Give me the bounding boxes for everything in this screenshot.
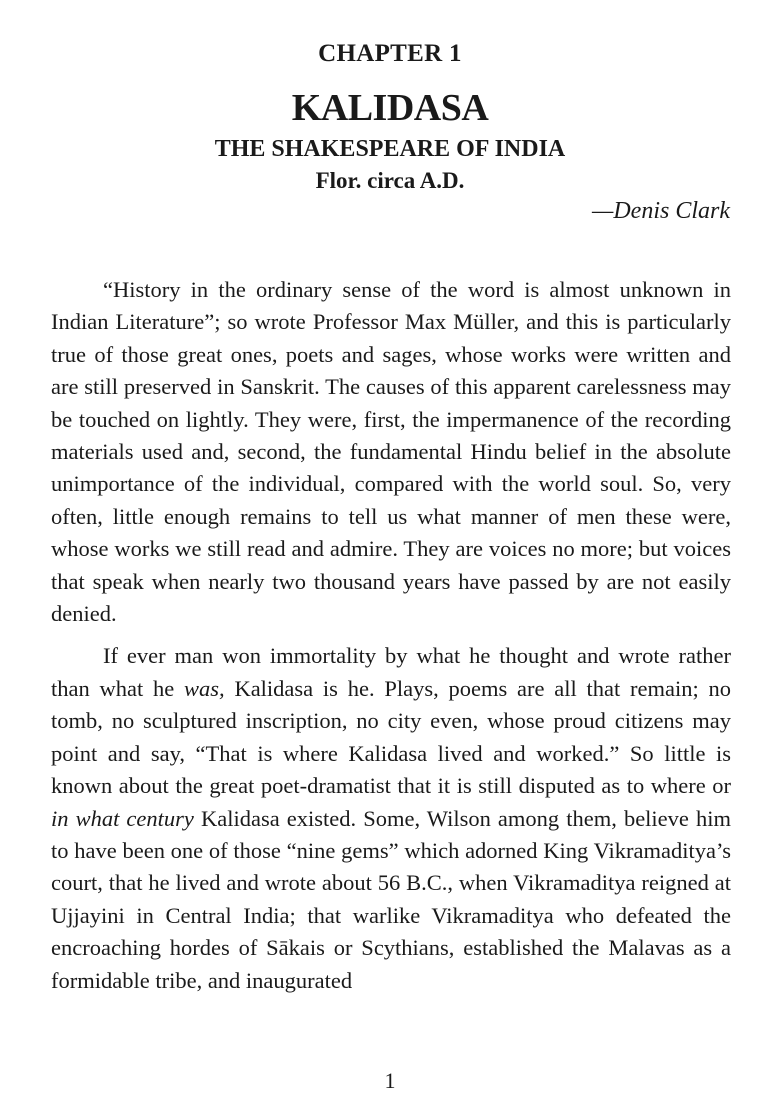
paragraph-2-text-a: If ever man won immortality by what he thought and wrote rather than what he	[51, 643, 731, 701]
flor-date-line: Flor. circa A.D.	[315, 168, 465, 193]
chapter-subtitle: THE SHAKESPEARE OF INDIA	[214, 136, 566, 162]
paragraph-2-text-c: Kalidasa existed. Some, Wilson among them, believe him to have been one of those “nine gems” which adorned King Vikramaditya’s court, that he lived and wrote about 56 B.C., when Vikramaditya reigned at Ujjayini in Central India; that warlike Vikramaditya who defeated the encroaching hordes of Sākais or Scythians, established the Malavas as a formidable tribe, and inaugurated	[51, 805, 731, 993]
paragraph-2-text-b: Kalidasa is he. Plays, poems are all that remain; no tomb, no sculptured inscription, no city even, whose proud citizens may point and say, “That is where Kalidasa lived and worked.” So little is known about the great poet-dramatist that it is still disputed as to where or	[51, 675, 731, 799]
paragraph-1: “History in the ordinary sense of the word is almost unknown in Indian Literature”; so wrote Professor Max Müller, and this is particularly true of those great ones, poets and sages, whose works were written and are still preserved in Sanskrit. The causes of this apparent carelessness may be touched on lightly. They were, first, the impermanence of the recording materials used and, second, the fundamental Hindu belief in the absolute unimportance of the individual, compared with the world soul. So, very often, little enough remains to tell us what manner of men these were, whose works we still read and admire. They are voices no more; but voices that speak when nearly two thousand years have passed by are not easily denied.	[51, 277, 731, 627]
paragraph-2-italic-was: was,	[184, 675, 225, 701]
page-number: 1	[384, 1068, 396, 1093]
chapter-number: CHAPTER 1	[318, 40, 462, 67]
body-text	[51, 274, 731, 1007]
author-attribution: —Denis Clark	[592, 198, 730, 224]
paragraph-2-italic-century: in what century	[51, 805, 194, 831]
paragraph-2	[51, 640, 731, 996]
chapter-title: KALIDASA	[291, 87, 489, 129]
